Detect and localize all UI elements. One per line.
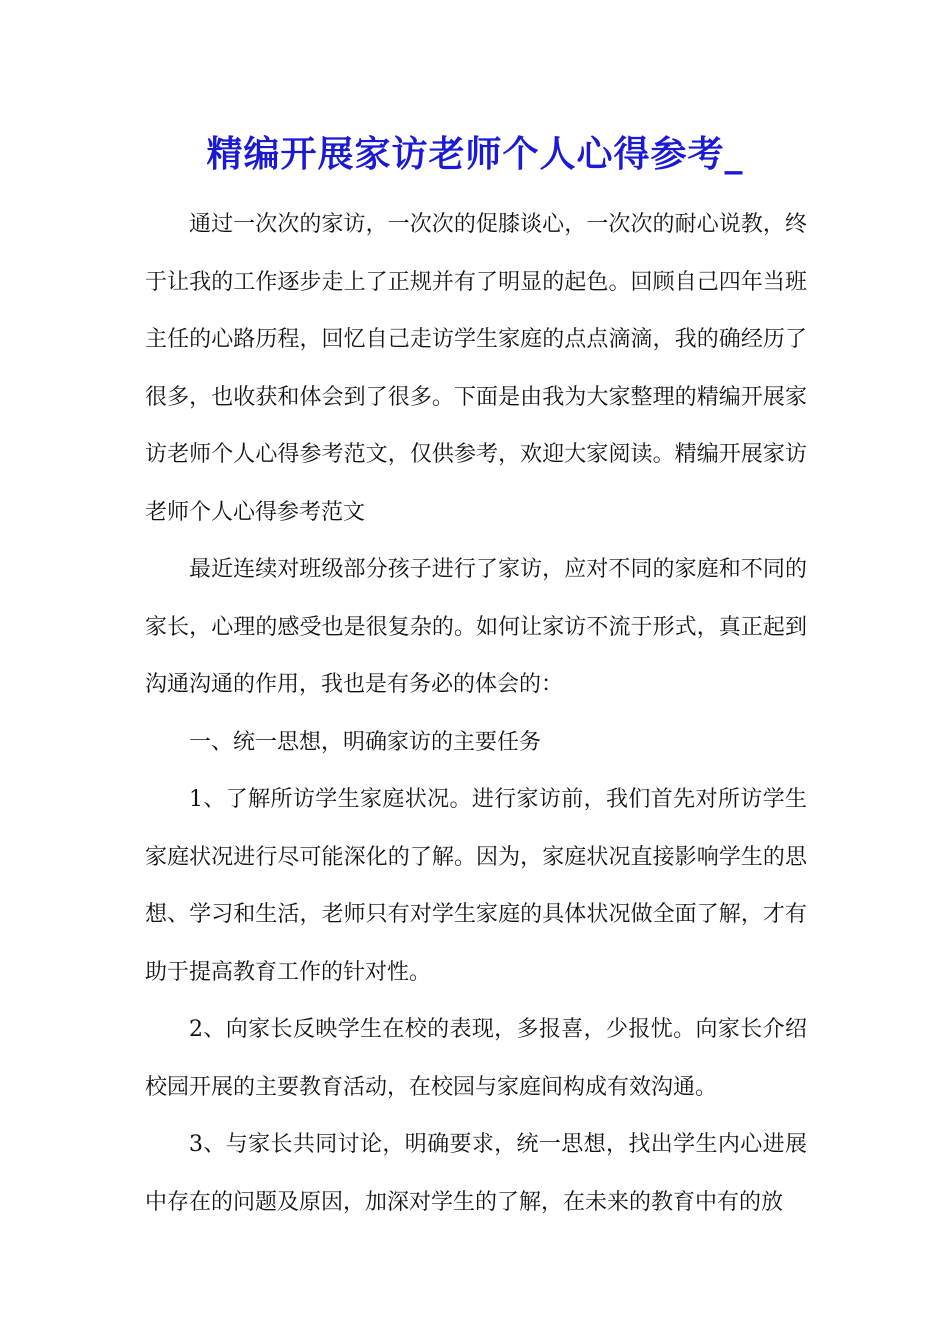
paragraph: 通过一次次的家访，一次次的促膝谈心，一次次的耐心说教，终于让我的工作逐步走上了正规并有了明显的起色。回顾自己四年当班主任的心路历程，回忆自己走访学生家庭的点点滴滴，我的确经历了很多，也收获和体会到了很多。下面是由我为大家整理的精编开展家访老师个人心得参考范文，仅供参考，欢迎大家阅读。精编开展家访老师个人心得参考范文 — [145, 212, 807, 525]
section-heading: 一、统一思想，明确家访的主要任务 — [189, 729, 542, 755]
paragraph: 1、了解所访学生家庭状况。进行家访前，我们首先对所访学生家庭状况进行尽可能深化的了解。因为，家庭状况直接影响学生的思想、学习和生活，老师只有对学生家庭的具体状况做全面了解，才有助于提高教育工作的针对性。 — [145, 787, 807, 985]
paragraph: 3、与家长共同讨论，明确要求，统一思想，找出学生内心进展中存在的问题及原因，加深对学生的了解，在未来的教育中有的放 — [145, 1132, 807, 1215]
paragraph: 最近连续对班级部分孩子进行了家访，应对不同的家庭和不同的家长，心理的感受也是很复杂的。如何让家访不流于形式，真正起到沟通沟通的作用，我也是有务必的体会的： — [145, 557, 807, 697]
document-body — [145, 196, 807, 1231]
document-title: 精编开展家访老师个人心得参考_ — [206, 133, 744, 175]
paragraph: 2、向家长反映学生在校的表现，多报喜，少报忧。向家长介绍校园开展的主要教育活动，在校园与家庭间构成有效沟通。 — [145, 1017, 807, 1100]
